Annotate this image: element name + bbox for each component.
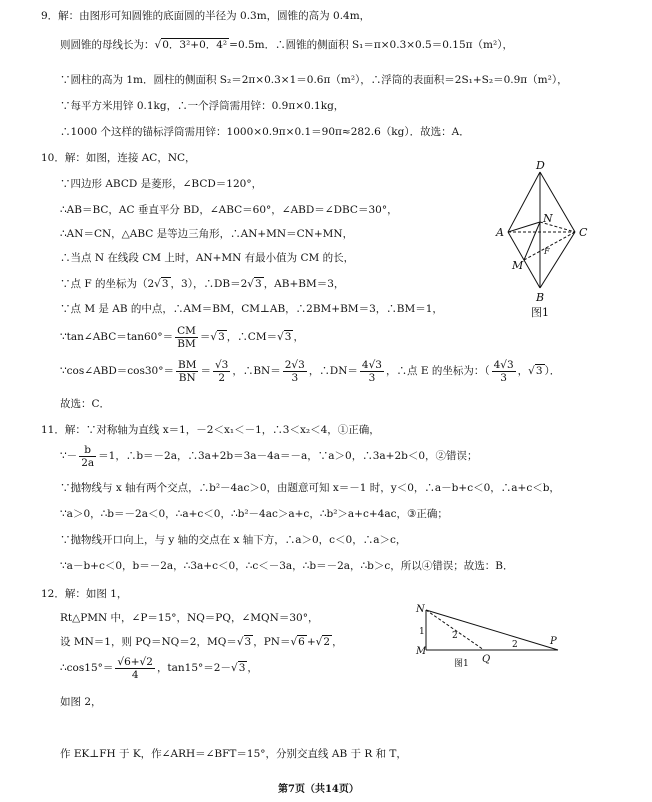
length-qp: 2 — [512, 640, 518, 650]
fraction-root3-2: $\frac{√3}{2}$ — [214, 358, 229, 384]
label-n: N — [543, 212, 553, 225]
q12-line-3: 设 MN＝1，则 PQ＝NQ＝2，MQ＝√3 ，PN＝√6 +√2 ， — [60, 636, 343, 648]
page-footer: 第7页（共14页） — [278, 784, 359, 795]
q11-line-2: ∵－ $\frac{b}{2a}$ ＝1，∴b＝－2a，∴3a+2b＝3a－4a＝－a，∵a＞0，∴3a+2b＜0，②错误； — [60, 443, 478, 469]
label-q: Q — [482, 654, 491, 665]
edge-cb — [540, 232, 575, 288]
label-p: P — [550, 636, 557, 647]
label-a: A — [496, 226, 504, 239]
q10-line-5: ∴当点 N 在线段 CM 上时，AN+MN 有最小值为 CM 的长， — [60, 252, 355, 264]
q10-line-8: ∵tan∠ABC＝tan60°＝ $\frac{CM}{BM}$ ＝√3 ，∴CM＝√3 ， — [60, 324, 304, 350]
q11-line-4: ∵a＞0，∴b＝－2a＜0，∴a+c＜0，∴b²－4ac＞a+c，∴b²＞a+c+4ac，③正确； — [60, 508, 448, 520]
q9-line-4: ∵每平方米用锌 0.1kg，∴一个浮筒需用锌：0.9π×0.1kg， — [60, 100, 345, 112]
fraction-bm-bn: $\frac{BM}{BN}$ — [178, 358, 197, 384]
q12-line-4: ∴cos15°＝ $\frac{√6+√2}{4}$ ，tan15°＝2－√3 ， — [60, 655, 258, 681]
q10-line-7: ∵点 M 是 AB 的中点，∴AM＝BM，CM⊥AB，∴2BM+BM＝3，∴BM＝1， — [60, 303, 443, 315]
q10-line-10: 故选：C． — [60, 398, 111, 410]
label-b: B — [536, 291, 545, 304]
triangle-figure — [412, 602, 572, 672]
q9-line-3: ∵圆柱的高为 1m．圆柱的侧面积 S₂＝2π×0.3×1＝0.6π（m²），∴浮筒的表面积＝2S₁+S₂＝0.9π（m²）， — [60, 74, 568, 86]
length-1: 1 — [419, 627, 425, 637]
q11-line-6: ∵a－b+c＜0，b＝－2a，∴3a+c＜0，∴c＜－3a，∴b＝－2a，∴b＞c，所以④错误；故选：B． — [60, 560, 514, 572]
q9-line-1: 9．解：由图形可知圆锥的底面圆的半径为 0.3m，圆锥的高为 0.4m， — [41, 10, 371, 22]
q11-line-1: 11．解：∵对称轴为直线 x＝1，－2＜x₁＜－1，∴3＜x₂＜4，①正确， — [41, 424, 380, 436]
fraction-bn: $\frac{2√3}{3}$ — [284, 358, 305, 384]
label-m: M — [416, 646, 427, 657]
fraction-e-x: $\frac{4√3}{3}$ — [493, 358, 514, 384]
segment-mn — [524, 222, 540, 260]
q10-line-2: ∵四边形 ABCD 是菱形，∠BCD＝120°， — [60, 178, 263, 190]
figure-caption: 图1 — [454, 659, 469, 669]
segment-nq — [426, 610, 484, 650]
fraction-cos15: $\frac{√6+√2}{4}$ — [117, 655, 153, 681]
q12-line-6: 作 EK⊥FH 于 K，作∠ARH＝∠BFT＝15°，分别交直线 AB 于 R 和 T， — [60, 748, 407, 760]
length-nq: 2 — [452, 631, 458, 641]
q10-line-4: ∴AN＝CN，△ABC 是等边三角形，∴AN+MN＝CN+MN， — [60, 228, 354, 240]
q9-line-5: ∴1000 个这样的锚标浮筒需用锌：1000×0.9π×0.1＝90π≈282.6（kg）．故选：A． — [60, 126, 470, 138]
label-m: M — [512, 259, 524, 272]
q10-line-1: 10．解：如图，连接 AC，NC， — [41, 152, 196, 164]
label-f: F — [544, 247, 550, 256]
label-c: C — [579, 226, 588, 239]
q9-line-2: 则圆锥的母线长为：√0．3²+0．4² =0.5m．∴圆锥的侧面积 S₁＝π×0.3×0.5＝0.15π（m²）， — [60, 39, 513, 51]
q11-line-5: ∵抛物线开口向上，与 y 轴的交点在 x 轴下方，∴a＞0，c＜0，∴a＞c， — [60, 534, 407, 546]
q10-line-3: ∴AB＝BC，AC 垂直平分 BD，∠ABC＝60°，∠ABD＝∠DBC＝30°， — [60, 204, 398, 216]
fraction-b-2a: $\frac{b}{2a}$ — [81, 443, 95, 469]
rhombus-figure — [495, 160, 605, 320]
fraction-cm-bm: $\frac{CM}{BM}$ — [177, 324, 196, 350]
fraction-dn: $\frac{4√3}{3}$ — [361, 358, 382, 384]
figure-caption: 图1 — [531, 306, 549, 319]
q11-line-3: ∵抛物线与 x 轴有两个交点，∴b²－4ac＞0，由题意可知 x＝－1 时，y＜0，∴a－b+c＜0，∴a+c＜b， — [60, 482, 560, 494]
q12-line-1: 12．解：如图 1， — [41, 588, 128, 600]
q10-line-6: ∵点 F 的坐标为（2√3 ，3），∴DB＝2√3 ，AB+BM＝3， — [60, 278, 345, 290]
label-d: D — [536, 159, 545, 172]
side-np — [426, 610, 558, 650]
label-n: N — [416, 604, 425, 615]
q10-line-9: ∵cos∠ABD＝cos30°＝ $\frac{BM}{BN}$ ＝ $\frac{√3}{2}$ ，∴BN＝ $\frac{2√3}{3}$ ，∴DN＝ $\frac{4√3}{3}$ ，∴点 E 的坐标为：（ $\frac{4√3}{3}$ ，√3 ）． — [60, 358, 561, 384]
q12-line-2: Rt△PMN 中，∠P＝15°，NQ＝PQ，∠MQN＝30°， — [60, 612, 319, 624]
q12-line-5: 如图 2， — [60, 696, 102, 708]
